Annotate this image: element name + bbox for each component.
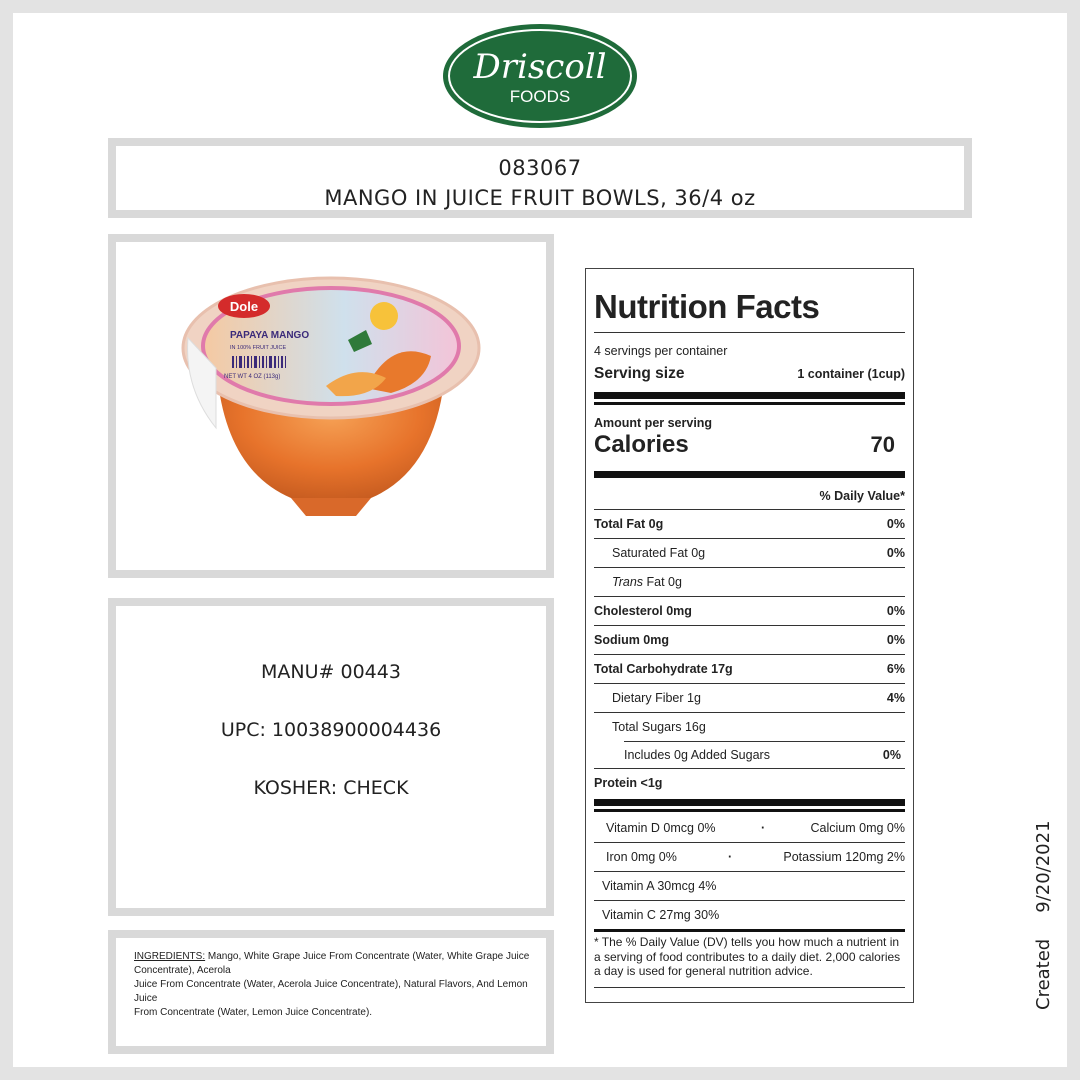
trans-fat-italic: Trans bbox=[612, 575, 644, 589]
cholesterol-dv: 0% bbox=[886, 604, 905, 618]
potassium: Potassium 120mg 2% bbox=[783, 850, 905, 864]
ingredients-line-1: Mango, White Grape Juice From Concentrate (Water, White Grape Juice Concentrate), Acerola bbox=[134, 951, 530, 976]
manu-number: MANU# 00443 bbox=[261, 661, 401, 683]
added-sugars-dv: 0% bbox=[882, 748, 901, 762]
vitamin-c: Vitamin C 27mg 30% bbox=[602, 908, 720, 922]
ingredients-text bbox=[134, 950, 534, 1020]
total-fat-dv: 0% bbox=[886, 517, 905, 531]
calcium: Calcium 0mg 0% bbox=[810, 821, 905, 835]
cup-brand: Dole bbox=[229, 299, 259, 314]
carb-dv: 6% bbox=[886, 662, 905, 676]
ingredients-label: INGREDIENTS: bbox=[134, 951, 206, 962]
created-stamp bbox=[1033, 820, 1054, 1010]
logo-sub: FOODS bbox=[509, 87, 571, 106]
servings-per-container: 4 servings per container bbox=[594, 344, 728, 358]
calories-value: 70 bbox=[870, 432, 895, 457]
sodium-dv: 0% bbox=[886, 633, 905, 647]
product-code: 083067 bbox=[498, 156, 582, 180]
sat-fat-dv: 0% bbox=[886, 546, 905, 560]
product-name: MANGO IN JUICE FRUIT BOWLS, 36/4 oz bbox=[324, 186, 756, 210]
driscoll-logo bbox=[441, 22, 639, 130]
product-info-box bbox=[108, 598, 554, 916]
protein-label: Protein <1g bbox=[594, 776, 663, 790]
amount-per-serving: Amount per serving bbox=[594, 416, 713, 430]
iron: Iron 0mg 0% bbox=[606, 850, 677, 864]
ingredients-line-2: Juice From Concentrate (Water, Acerola Juice Concentrate), Natural Flavors, And Lemon Juice bbox=[134, 979, 528, 1004]
fiber-label: Dietary Fiber 1g bbox=[612, 691, 701, 705]
nutrition-title: Nutrition Facts bbox=[594, 288, 820, 325]
vitamin-a: Vitamin A 30mcg 4% bbox=[602, 879, 717, 893]
product-title-box bbox=[108, 138, 972, 218]
daily-value-header: % Daily Value* bbox=[819, 488, 905, 503]
vitamin-d: Vitamin D 0mcg 0% bbox=[606, 821, 716, 835]
serving-size-value: 1 container (1cup) bbox=[797, 367, 905, 381]
cup-netwt: NET WT 4 OZ (113g) bbox=[224, 374, 281, 380]
sodium-label: Sodium 0mg bbox=[594, 633, 670, 647]
created-date: 9/20/2021 bbox=[1033, 820, 1054, 913]
sat-fat-label: Saturated Fat 0g bbox=[612, 546, 706, 560]
upc-code: UPC: 10038900004436 bbox=[220, 719, 442, 741]
serving-size-label: Serving size bbox=[594, 365, 685, 382]
cup-flavor: PAPAYA MANGO bbox=[230, 330, 310, 341]
created-label: Created bbox=[1033, 938, 1054, 1010]
nutrition-footnote: * The % Daily Value (DV) tells you how much a nutrient in a serving of food contributes to a daily diet. 2,000 calories a day is used for general nutrition advice. bbox=[594, 935, 901, 978]
cholesterol-label: Cholesterol 0mg bbox=[594, 604, 692, 618]
total-fat-label: Total Fat 0g bbox=[594, 517, 664, 531]
fiber-dv: 4% bbox=[886, 691, 905, 705]
logo-brand: Driscoll bbox=[473, 47, 607, 87]
sugars-label: Total Sugars 16g bbox=[612, 720, 706, 734]
fruit-cup-image bbox=[176, 268, 486, 528]
nutrition-facts-panel: Nutrition Facts 4 servings per container Serving size 1 container (1cup) Amount per serving Calories 70 % Daily Value* Total Fat 0g 0% Saturated Fat 0g 0% Trans Fat 0g Cholesterol 0mg 0% Sodium 0mg 0% Total Carbohydrate 17g 6% Dietary Fiber 1g 4% Total Sugars 16g Includes 0g Added Sugars 0% Protein <1g Vitamin D 0mcg 0% · Calcium 0mg 0% Iron 0mg 0% · Potassium 120mg 2% Vitamin A 30mcg 4% Vitamin C 27mg 30% * The % Daily Value (DV) tells you how much a nutrient in a serving of food contributes to a daily diet. 2,000 calories a day is used for general nutrition advice. bbox=[585, 268, 914, 1003]
kosher-status: KOSHER: CHECK bbox=[253, 777, 409, 799]
trans-fat-label: Fat 0g bbox=[643, 575, 682, 589]
cup-subtitle: IN 100% FRUIT JUICE bbox=[230, 345, 287, 351]
ingredients-line-3: From Concentrate (Water, Lemon Juice Concentrate). bbox=[134, 1007, 373, 1018]
ingredients-box bbox=[108, 930, 554, 1054]
carb-label: Total Carbohydrate 17g bbox=[594, 662, 733, 676]
calories-label: Calories bbox=[594, 431, 689, 458]
product-image-box bbox=[108, 234, 554, 578]
added-sugars-label: Includes 0g Added Sugars bbox=[624, 748, 770, 762]
